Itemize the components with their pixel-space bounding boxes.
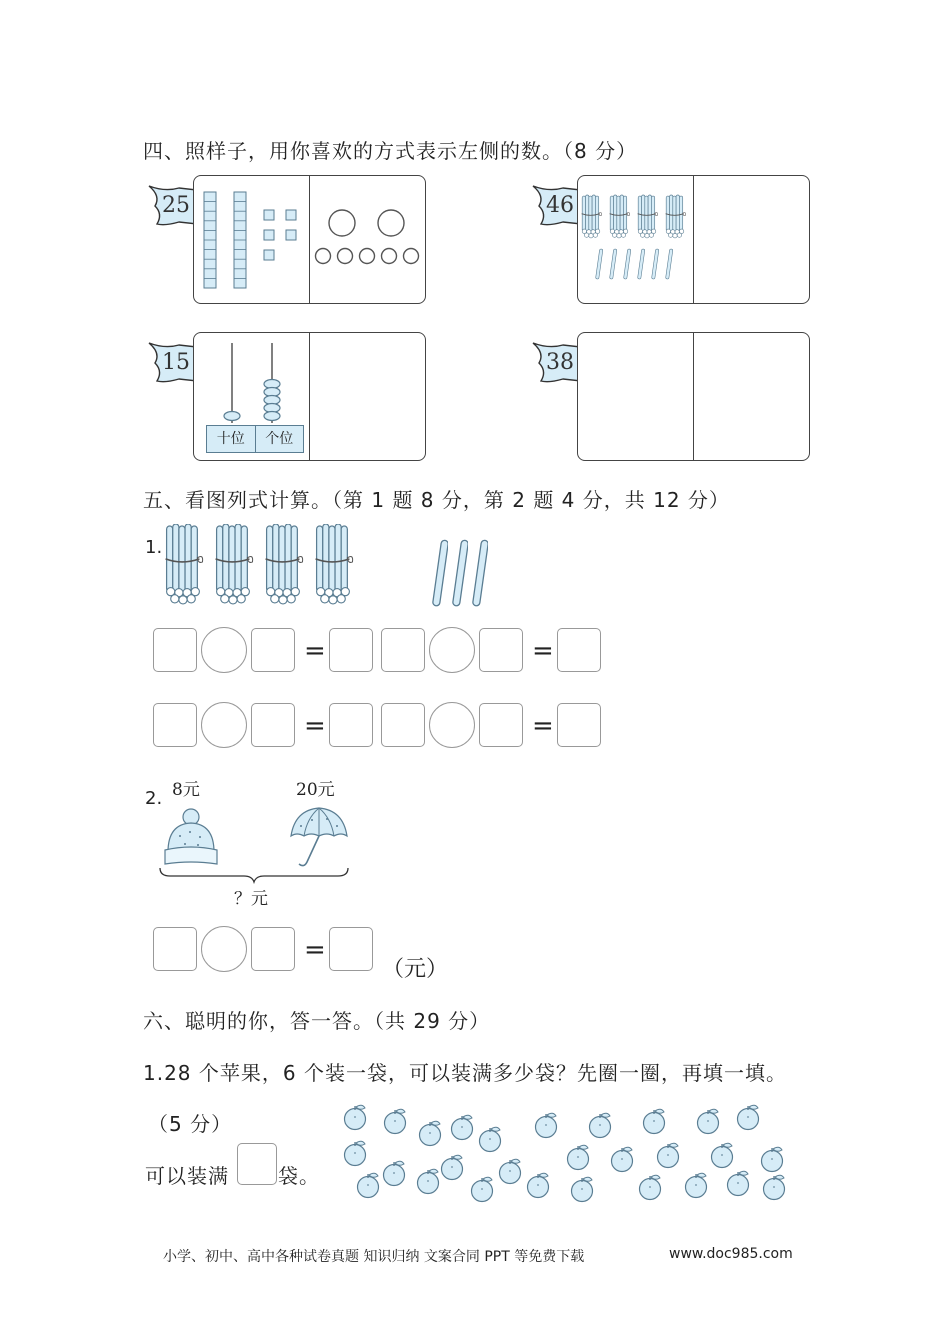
operator-circle[interactable] xyxy=(201,627,247,673)
answer-box[interactable] xyxy=(329,703,373,747)
answer-box[interactable] xyxy=(557,703,601,747)
equals-sign: = xyxy=(304,935,326,965)
footer-text: 小学、初中、高中各种试卷真题 知识归纳 文案合同 PPT 等免费下载 xyxy=(163,1249,585,1265)
abacus-place-labels xyxy=(206,425,304,453)
hat-price: 8元 xyxy=(172,780,200,800)
sticks-icon xyxy=(594,248,684,282)
hat-icon xyxy=(160,806,222,870)
sticks-icon xyxy=(432,538,496,610)
operator-circle[interactable] xyxy=(201,702,247,748)
equals-sign: = xyxy=(532,636,554,666)
abacus-icon xyxy=(202,339,306,427)
stick-bundles-icon xyxy=(162,524,362,608)
answer-box[interactable] xyxy=(381,628,425,672)
number-panel-25 xyxy=(193,175,426,304)
operator-circle[interactable] xyxy=(429,627,475,673)
unit-label: （元） xyxy=(382,957,449,982)
answer-box[interactable] xyxy=(557,628,601,672)
question-text: 1.28 个苹果，6 个装一袋，可以装满多少袋？先圈一圈，再填一填。 xyxy=(143,1061,787,1085)
answer-prefix: 可以装满 xyxy=(145,1164,229,1188)
answer-box[interactable] xyxy=(479,628,523,672)
answer-box[interactable] xyxy=(329,927,373,971)
number-panel-38[interactable] xyxy=(577,332,810,461)
answer-box[interactable] xyxy=(479,703,523,747)
equals-sign: = xyxy=(304,636,326,666)
circles-representation-icon xyxy=(312,196,424,286)
equals-sign: = xyxy=(304,711,326,741)
answer-box[interactable] xyxy=(329,628,373,672)
umbrella-icon xyxy=(287,804,351,870)
panel-number: 46 xyxy=(546,193,574,218)
answer-box[interactable] xyxy=(153,628,197,672)
question-points: （5 分） xyxy=(148,1112,233,1136)
operator-circle[interactable] xyxy=(429,702,475,748)
stick-bundles-icon xyxy=(580,194,692,242)
question-number: 1. xyxy=(145,537,163,558)
answer-box[interactable] xyxy=(237,1143,277,1185)
answer-box[interactable] xyxy=(251,628,295,672)
operator-circle[interactable] xyxy=(201,926,247,972)
umbrella-price: 20元 xyxy=(296,780,335,800)
section4-title: 四、照样子，用你喜欢的方式表示左侧的数。（8 分） xyxy=(143,139,638,163)
panel-number: 25 xyxy=(162,193,190,218)
footer-url[interactable]: www.doc985.com xyxy=(669,1246,793,1262)
base-ten-blocks-icon xyxy=(200,188,310,294)
panel-number: 15 xyxy=(162,350,190,375)
question-number: 2. xyxy=(145,788,163,809)
ones-label: 个位 xyxy=(265,431,294,447)
answer-box[interactable] xyxy=(251,703,295,747)
panel-number: 38 xyxy=(546,350,574,375)
section6-title: 六、聪明的你，答一答。（共 29 分） xyxy=(143,1009,491,1033)
number-panel-15 xyxy=(193,332,426,461)
apples-group-icon xyxy=(335,1100,795,1204)
total-price-question: ？元 xyxy=(234,889,268,909)
answer-box[interactable] xyxy=(153,927,197,971)
brace-icon xyxy=(158,866,350,884)
number-panel-46 xyxy=(577,175,810,304)
answer-box[interactable] xyxy=(381,703,425,747)
section5-title: 五、看图列式计算。（第 1 题 8 分，第 2 题 4 分，共 12 分） xyxy=(143,488,730,512)
equals-sign: = xyxy=(532,711,554,741)
tens-label: 十位 xyxy=(207,426,256,452)
answer-box[interactable] xyxy=(251,927,295,971)
answer-box[interactable] xyxy=(153,703,197,747)
answer-suffix: 袋。 xyxy=(278,1164,320,1188)
